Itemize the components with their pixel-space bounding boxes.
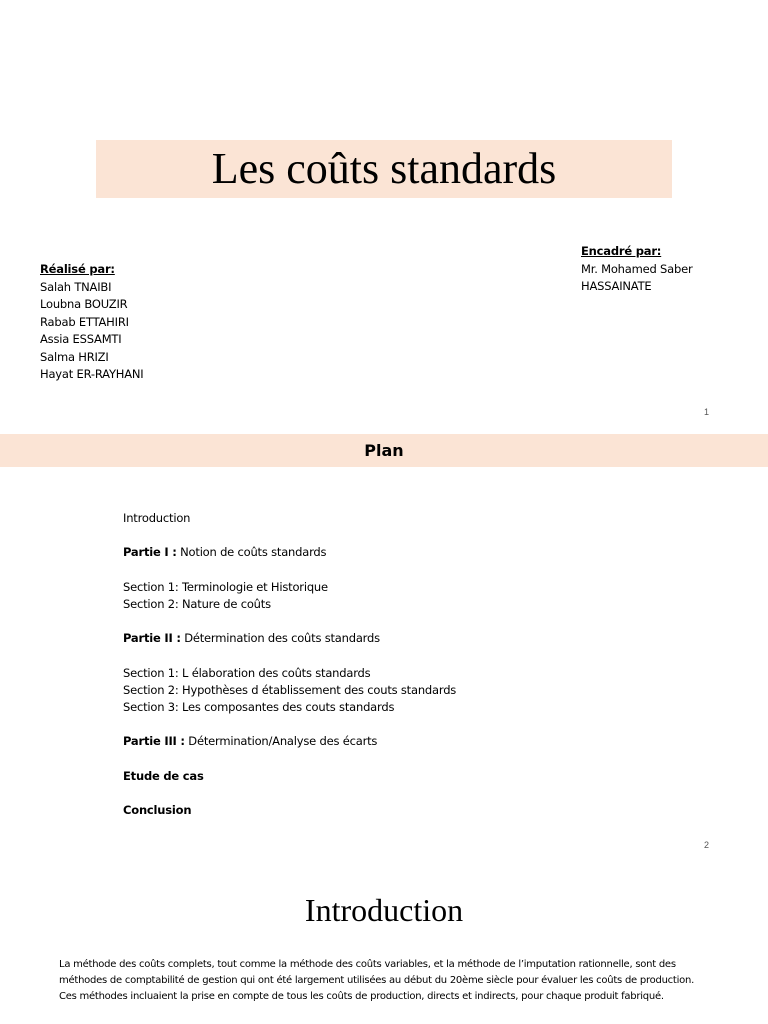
author-name: Assia ESSAMTI xyxy=(40,332,122,346)
toc-spacer xyxy=(123,613,456,630)
toc-item: Section 2: Nature de coûts xyxy=(123,596,271,611)
slide-2 xyxy=(0,430,768,858)
toc-item: Conclusion xyxy=(123,803,192,818)
toc-spacer xyxy=(123,785,456,802)
intro-paragraph: La méthode des coûts complets, tout comme la méthode des coûts variables, et la méthode de l’imputation rationnelle, sont des méthodes de comptabilité de gestion qui ont été largement utilisées au début du 20ème siècle pour évaluer les coûts de production. Ces méthodes incluaient la prise en compte de tous les coûts de production, directs et indirects, pour chaque produit fabriqué. xyxy=(59,959,694,1002)
slide-1 xyxy=(0,0,768,430)
author-name: Loubna BOUZIR xyxy=(40,297,128,311)
authors-heading: Réalisé par: xyxy=(40,262,115,276)
toc-spacer xyxy=(123,562,456,579)
slide-3 xyxy=(0,858,768,1024)
author-name: Salma HRIZI xyxy=(40,349,109,364)
toc-item xyxy=(123,544,456,561)
toc-item: Section 1: L élaboration des coûts standards xyxy=(123,665,371,680)
toc-part-text: Détermination/Analyse des écarts xyxy=(184,734,378,749)
supervisor-heading: Encadré par: xyxy=(581,244,662,258)
toc-item: Introduction xyxy=(123,511,191,525)
toc-item xyxy=(123,630,456,647)
document-title: Les coûts standards xyxy=(211,144,557,193)
toc-part-label: Partie II : xyxy=(123,631,181,646)
toc-spacer xyxy=(123,527,456,544)
toc-part-label: Partie III : xyxy=(123,734,185,749)
toc-item: Etude de cas xyxy=(123,768,204,783)
supervisor-block xyxy=(581,243,692,296)
toc-spacer xyxy=(123,648,456,665)
plan-banner xyxy=(0,434,768,467)
section-title: Introduction xyxy=(304,892,464,928)
title-banner xyxy=(96,140,672,198)
toc-spacer xyxy=(123,751,456,768)
author-name: Rabab ETTAHIRI xyxy=(40,314,129,329)
supervisor-name: HASSAINATE xyxy=(581,279,652,293)
toc-part-label: Partie I : xyxy=(123,545,177,560)
toc-part-text: Détermination des coûts standards xyxy=(180,631,380,646)
author-name: Salah TNAIBI xyxy=(40,279,112,294)
authors-block xyxy=(40,261,143,384)
toc-spacer xyxy=(123,716,456,733)
page-number: 1 xyxy=(703,407,709,417)
supervisor-name: Mr. Mohamed Saber xyxy=(581,261,693,276)
author-name: Hayat ER-RAYHANI xyxy=(40,367,144,381)
table-of-contents xyxy=(123,510,456,819)
toc-item xyxy=(123,733,456,750)
toc-item: Section 1: Terminologie et Historique xyxy=(123,579,328,594)
toc-item: Section 2: Hypothèses d établissement des couts standards xyxy=(123,682,457,697)
toc-item: Section 3: Les composantes des couts standards xyxy=(123,700,395,715)
toc-part-text: Notion de coûts standards xyxy=(176,545,327,560)
page-number: 2 xyxy=(703,840,709,850)
plan-title: Plan xyxy=(364,441,404,460)
